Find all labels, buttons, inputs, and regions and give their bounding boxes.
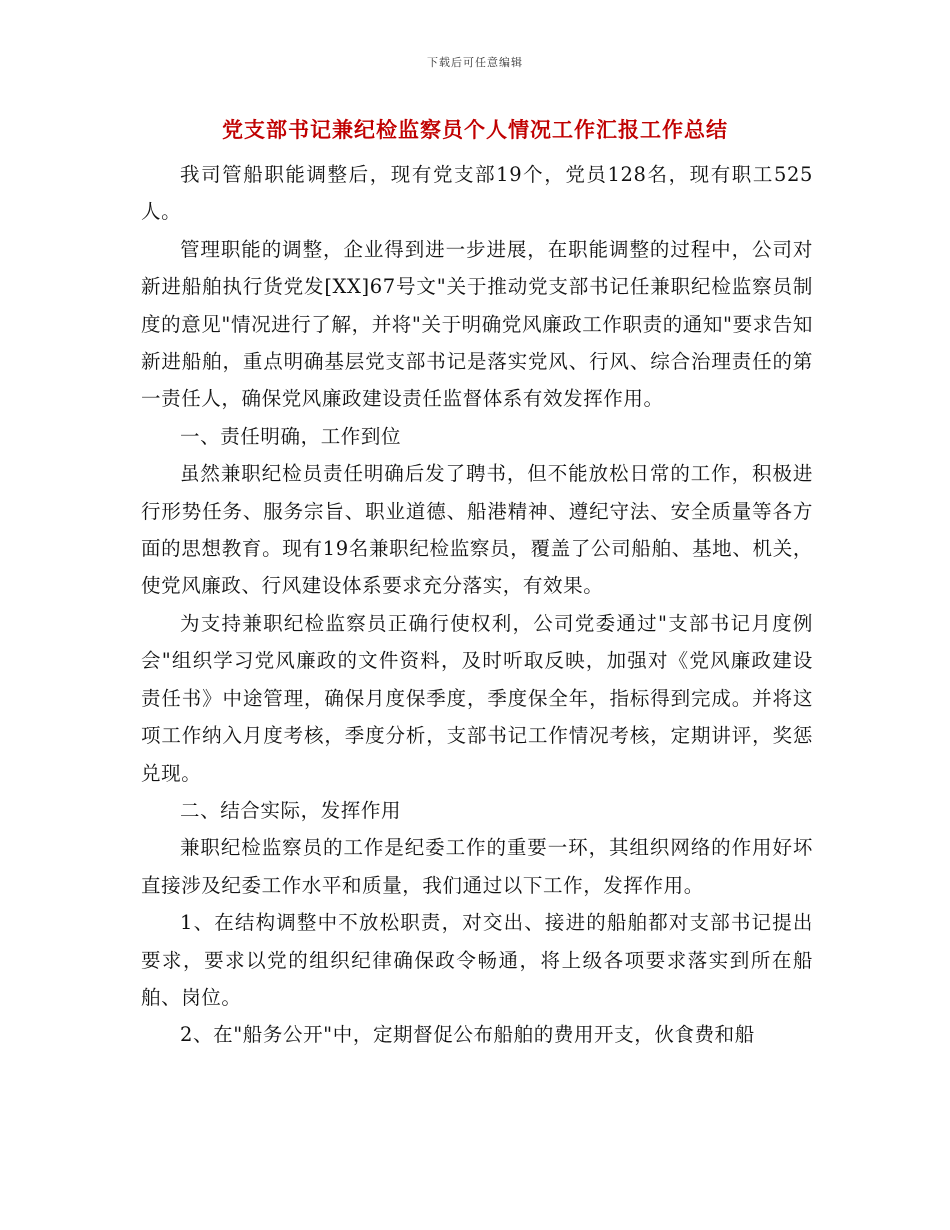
paragraph: 虽然兼职纪检员责任明确后发了聘书，但不能放松日常的工作，积极进行形势任务、服务宗旨、职业道德、船港精神、遵纪守法、安全质量等各方面的思想教育。现有19名兼职纪检监察员，覆盖了公司船舶、基地、机关，使党风廉政、行风建设体系要求充分落实，有效果。 (141, 462, 813, 598)
paragraph: 我司管船职能调整后，现有党支部19个，党员128名，现有职工525人。 (141, 163, 813, 224)
document-body (141, 156, 813, 1054)
paragraph: 兼职纪检监察员的工作是纪委工作的重要一环，其组织网络的作用好坏直接涉及纪委工作水平和质量，我们通过以下工作，发挥作用。 (141, 836, 813, 897)
paragraph: 为支持兼职纪检监察员正确行使权利，公司党委通过"支部书记月度例会"组织学习党风廉政的文件资料，及时听取反映，加强对《党风廉政建设责任书》中途管理，确保月度保季度，季度保全年，指标得到完成。并将这项工作纳入月度考核，季度分析，支部书记工作情况考核，定期讲评，奖惩兑现。 (141, 611, 813, 785)
section-heading: 一、责任明确，工作到位 (180, 424, 402, 448)
list-item: 2、在"船务公开"中，定期督促公布船舶的费用开支，伙食费和船 (180, 1023, 755, 1047)
section-heading: 二、结合实际，发挥作用 (180, 798, 402, 822)
document-title: 党支部书记兼纪检监察员个人情况工作汇报工作总结 (222, 117, 728, 142)
header-note: 下载后可任意编辑 (427, 56, 523, 69)
list-item: 1、在结构调整中不放松职责，对交出、接进的船舶都对支部书记提出要求，要求以党的组织纪律确保政令畅通，将上级各项要求落实到所在船舶、岗位。 (141, 911, 813, 1009)
paragraph: 管理职能的调整，企业得到进一步进展，在职能调整的过程中，公司对新进船舶执行货党发[XX]67号文"关于推动党支部书记任兼职纪检监察员制度的意见"情况进行了解，并将"关于明确党风廉政工作职责的通知"要求告知新进船舶，重点明确基层党支部书记是落实党风、行风、综合治理责任的第一责任人，确保党风廉政建设责任监督体系有效发挥作用。 (141, 237, 813, 411)
